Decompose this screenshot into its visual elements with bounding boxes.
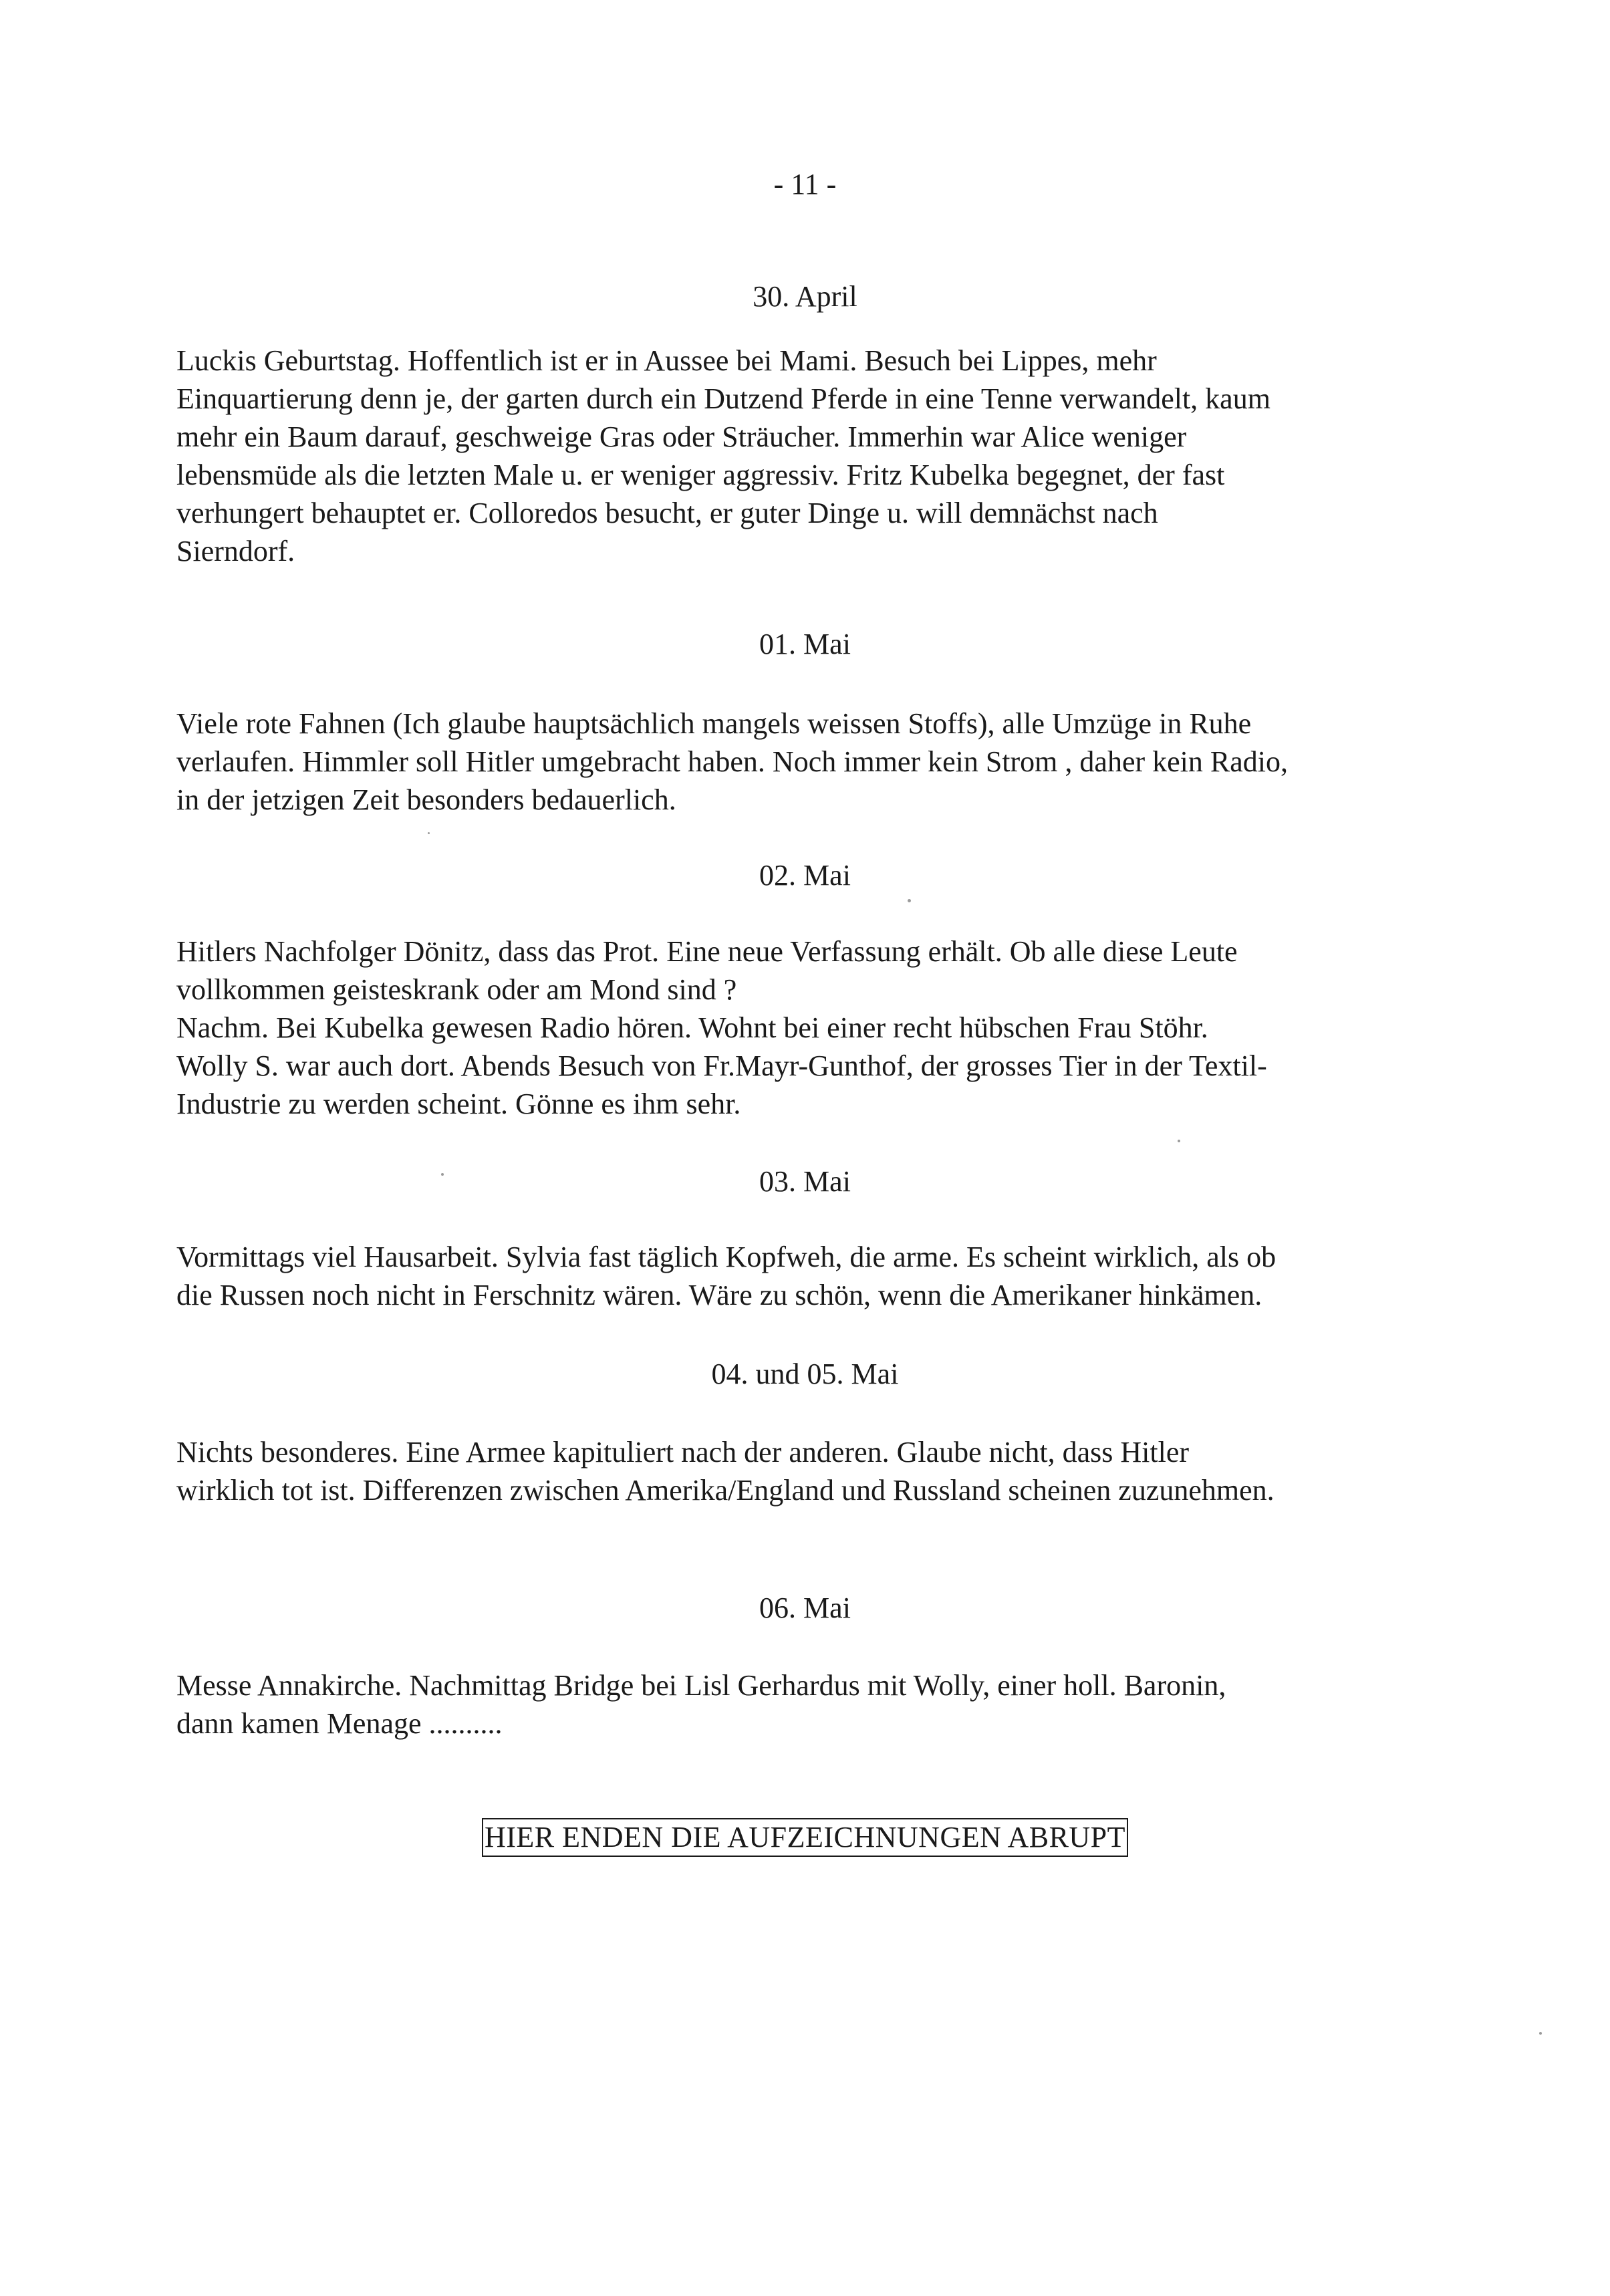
entry-line: Vormittags viel Hausarbeit. Sylvia fast täglich Kopfweh, die arme. Es scheint wirklich, als ob <box>176 1241 1277 1273</box>
entry-line: die Russen noch nicht in Ferschnitz wären. Wäre zu schön, wenn die Amerikaner hinkämen. <box>176 1279 1262 1311</box>
entry-line: mehr ein Baum darauf, geschweige Gras oder Sträucher. Immerhin war Alice weniger <box>176 420 1187 453</box>
entry-date-heading: 01. Mai <box>759 628 851 660</box>
entry-date-heading: 02. Mai <box>759 859 851 892</box>
entry-line: Viele rote Fahnen (Ich glaube hauptsächlich mangels weissen Stoffs), alle Umzüge in Ruhe <box>176 707 1252 740</box>
entry-date-heading: 30. April <box>753 280 857 313</box>
entry-line: verhungert behauptet er. Colloredos besucht, er guter Dinge u. will demnächst nach <box>176 497 1158 529</box>
closing-note-box <box>0 1818 1610 1857</box>
entry-line: Luckis Geburtstag. Hoffentlich ist er in Aussee bei Mami. Besuch bei Lippes, mehr <box>176 344 1157 377</box>
entry-date-heading: 03. Mai <box>759 1165 851 1198</box>
page-number: - 11 - <box>773 168 837 201</box>
entry-line: Sierndorf. <box>176 535 295 567</box>
entry-line: wirklich tot ist. Differenzen zwischen Amerika/England und Russland scheinen zuzunehmen. <box>176 1474 1274 1507</box>
diary-entry <box>176 932 1446 1123</box>
entry-line: Industrie zu werden scheint. Gönne es ihm sehr. <box>176 1088 741 1120</box>
diary-entry <box>176 1238 1446 1314</box>
entry-line: Nichts besonderes. Eine Armee kapituliert nach der anderen. Glaube nicht, dass Hitler <box>176 1436 1190 1469</box>
entry-date-heading: 04. und 05. Mai <box>711 1358 899 1390</box>
entry-line: verlaufen. Himmler soll Hitler umgebracht haben. Noch immer kein Strom , daher kein Radio, <box>176 745 1288 778</box>
entry-line: Messe Annakirche. Nachmittag Bridge bei Lisl Gerhardus mit Wolly, einer holl. Baronin, <box>176 1669 1226 1702</box>
entry-line: dann kamen Menage .......... <box>176 1707 503 1740</box>
entry-line: Wolly S. war auch dort. Abends Besuch von Fr.Mayr-Gunthof, der grosses Tier in der Textil- <box>176 1049 1267 1082</box>
scan-speck <box>441 1173 444 1176</box>
diary-entry <box>176 342 1446 570</box>
closing-note: HIER ENDEN DIE AUFZEICHNUNGEN ABRUPT <box>482 1818 1128 1857</box>
diary-entry <box>176 705 1446 819</box>
entry-line: in der jetzigen Zeit besonders bedauerlich. <box>176 783 676 816</box>
scan-speck <box>428 832 430 834</box>
entry-line: Nachm. Bei Kubelka gewesen Radio hören. Wohnt bei einer recht hübschen Frau Stöhr. <box>176 1011 1208 1044</box>
entry-line: lebensmüde als die letzten Male u. er weniger aggressiv. Fritz Kubelka begegnet, der fast <box>176 459 1225 491</box>
entry-line: vollkommen geisteskrank oder am Mond sind ? <box>176 973 737 1006</box>
entry-line: Einquartierung denn je, der garten durch ein Dutzend Pferde in eine Tenne verwandelt, kaum <box>176 382 1270 415</box>
diary-entry <box>176 1433 1446 1509</box>
scan-speck <box>1539 2032 1542 2035</box>
entry-date-heading: 06. Mai <box>759 1591 851 1624</box>
entry-line: Hitlers Nachfolger Dönitz, dass das Prot. Eine neue Verfassung erhält. Ob alle diese Leute <box>176 935 1238 968</box>
scan-speck <box>908 899 911 902</box>
scan-speck <box>1178 1140 1180 1142</box>
diary-entry <box>176 1666 1446 1743</box>
